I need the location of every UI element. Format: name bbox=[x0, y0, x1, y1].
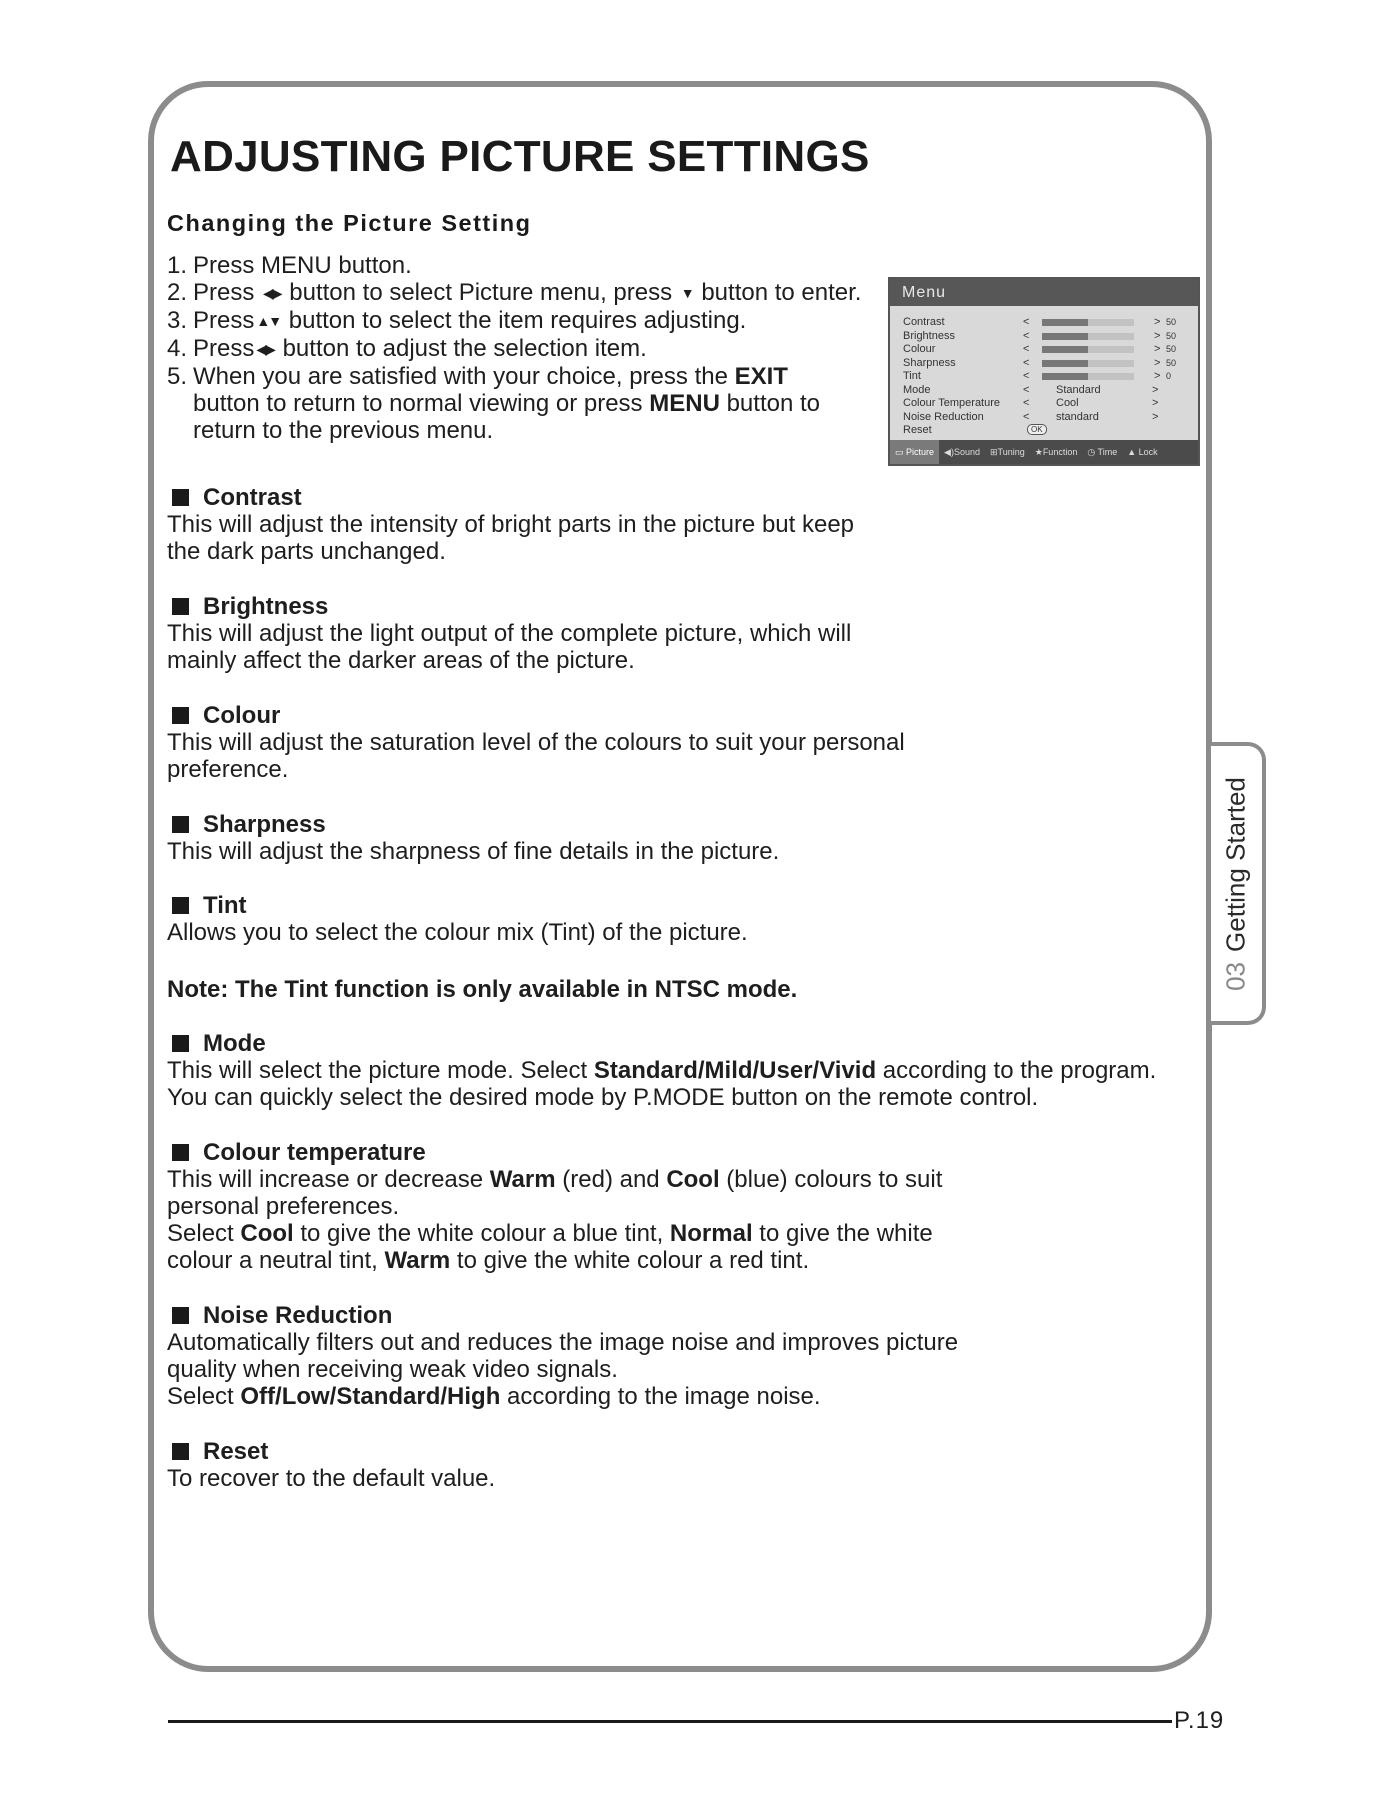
osd-tab-picture: ▭ Picture bbox=[890, 440, 939, 464]
section-heading: Brightness bbox=[203, 593, 329, 620]
bullet-square-icon bbox=[172, 489, 189, 506]
bullet-square-icon bbox=[172, 1307, 189, 1324]
bullet-square-icon bbox=[172, 598, 189, 615]
bullet-square-icon bbox=[172, 1035, 189, 1052]
osd-level-bar bbox=[1042, 346, 1134, 353]
speaker-icon: ◀) bbox=[944, 446, 954, 457]
osd-tab-sound: ◀)Sound bbox=[944, 446, 980, 457]
grid-icon: ⊞ bbox=[990, 446, 998, 457]
star-icon: ★ bbox=[1034, 446, 1043, 457]
section-heading: Mode bbox=[203, 1030, 266, 1057]
section-reset: Reset To recover to the default value. bbox=[167, 1438, 496, 1492]
section-colour: Colour This will adjust the saturation level of the colours to suit your personal preference. bbox=[167, 702, 905, 783]
page-title: ADJUSTING PICTURE SETTINGS bbox=[170, 132, 870, 181]
osd-tab-time: ◷ Time bbox=[1087, 446, 1118, 457]
chapter-label: 03Getting Started bbox=[1220, 777, 1251, 991]
left-right-arrow-icon: ◀▶ bbox=[263, 285, 281, 301]
bullet-square-icon bbox=[172, 1144, 189, 1161]
step-item: 1. Press MENU button. bbox=[167, 252, 412, 279]
section-heading: Sharpness bbox=[203, 811, 326, 838]
step-item: 3. Press ▲▼ button to select the item requires adjusting. bbox=[167, 307, 747, 334]
osd-ok-badge: OK bbox=[1027, 424, 1047, 435]
section-subtitle: Changing the Picture Setting bbox=[167, 210, 532, 236]
osd-level-bar bbox=[1042, 360, 1134, 367]
footer-rule bbox=[168, 1720, 1172, 1723]
osd-row-contrast: Contrast < > 50 bbox=[903, 316, 1177, 328]
bullet-square-icon bbox=[172, 707, 189, 724]
tint-note: Note: The Tint function is only available in NTSC mode. bbox=[167, 976, 798, 1003]
osd-menu-screenshot bbox=[888, 277, 1200, 466]
section-heading: Colour bbox=[203, 702, 281, 729]
bullet-square-icon bbox=[172, 897, 189, 914]
osd-level-bar bbox=[1042, 373, 1134, 380]
osd-level-bar bbox=[1042, 333, 1134, 340]
osd-row-noise-reduction: Noise Reduction < standard > bbox=[903, 410, 1159, 423]
osd-tab-bar bbox=[890, 440, 1198, 464]
section-contrast: Contrast This will adjust the intensity of bright parts in the picture but keep the dark parts unchanged. bbox=[167, 484, 855, 565]
left-right-arrow-icon: ◀▶ bbox=[256, 341, 274, 357]
up-down-arrow-icon: ▲▼ bbox=[256, 313, 281, 329]
osd-row-brightness: Brightness < > 50 bbox=[903, 329, 1177, 342]
steps-list bbox=[167, 252, 861, 444]
section-mode: Mode This will select the picture mode. Select Standard/Mild/User/Vivid according to the program. You can quickly select the desired mode by P.MODE button on the remote control. bbox=[167, 1030, 1157, 1111]
section-tint: Tint Allows you to select the colour mix (Tint) of the picture. bbox=[167, 892, 748, 946]
section-noise-reduction: Noise Reduction Automatically filters out and reduces the image noise and improves picture quality when receiving weak video signals. Select Off/Low/Standard/High according to the image noise. bbox=[167, 1302, 959, 1410]
osd-level-bar bbox=[1042, 319, 1134, 326]
bullet-square-icon bbox=[172, 1443, 189, 1460]
osd-menu-header: Menu bbox=[890, 279, 1198, 306]
section-heading: Noise Reduction bbox=[203, 1302, 393, 1329]
osd-tab-function: ★Function bbox=[1034, 446, 1078, 457]
section-colour-temperature: Colour temperature This will increase or decrease Warm (red) and Cool (blue) colours to suit personal preferences. Select Cool to give the white colour a blue tint, Normal to give the white colour a neutral tint, Warm to give the white colour a red tint. bbox=[167, 1139, 943, 1274]
down-arrow-icon: ▼ bbox=[680, 285, 693, 301]
bullet-square-icon bbox=[172, 816, 189, 833]
clock-icon: ◷ bbox=[1087, 446, 1096, 457]
osd-tab-lock: ▲ Lock bbox=[1127, 447, 1158, 457]
step-item: 2. Press ◀▶ button to select Picture menu, press ▼ button to enter. bbox=[167, 279, 862, 306]
section-sharpness: Sharpness This will adjust the sharpness of fine details in the picture. bbox=[167, 811, 780, 865]
osd-row-sharpness: Sharpness < > 50 bbox=[903, 356, 1177, 369]
section-heading: Tint bbox=[203, 892, 247, 919]
section-brightness: Brightness This will adjust the light output of the complete picture, which will mainly affect the darker areas of the picture. bbox=[167, 593, 852, 674]
section-heading: Colour temperature bbox=[203, 1139, 426, 1166]
osd-tab-tuning: ⊞Tuning bbox=[990, 446, 1025, 457]
osd-row-colour: Colour < > 50 bbox=[903, 343, 1177, 355]
picture-icon: ▭ bbox=[895, 447, 904, 457]
osd-row-reset: Reset OK bbox=[900, 424, 1190, 437]
section-heading: Reset bbox=[203, 1438, 269, 1465]
lock-icon: ▲ bbox=[1127, 447, 1137, 457]
step-item: 4. Press ◀▶ button to adjust the selection item. bbox=[167, 335, 647, 362]
step-item: 5. When you are satisfied with your choice, press the EXIT button to return to normal viewing or press MENU button to return to the previous menu. bbox=[167, 363, 820, 444]
osd-row-colour-temperature: Colour Temperature < Cool > bbox=[903, 397, 1159, 409]
osd-row-mode: Mode < Standard > bbox=[903, 383, 1159, 396]
page-number: P.19 bbox=[1174, 1707, 1225, 1734]
osd-row-tint: Tint < > 0 bbox=[903, 370, 1172, 382]
section-heading: Contrast bbox=[203, 484, 302, 511]
